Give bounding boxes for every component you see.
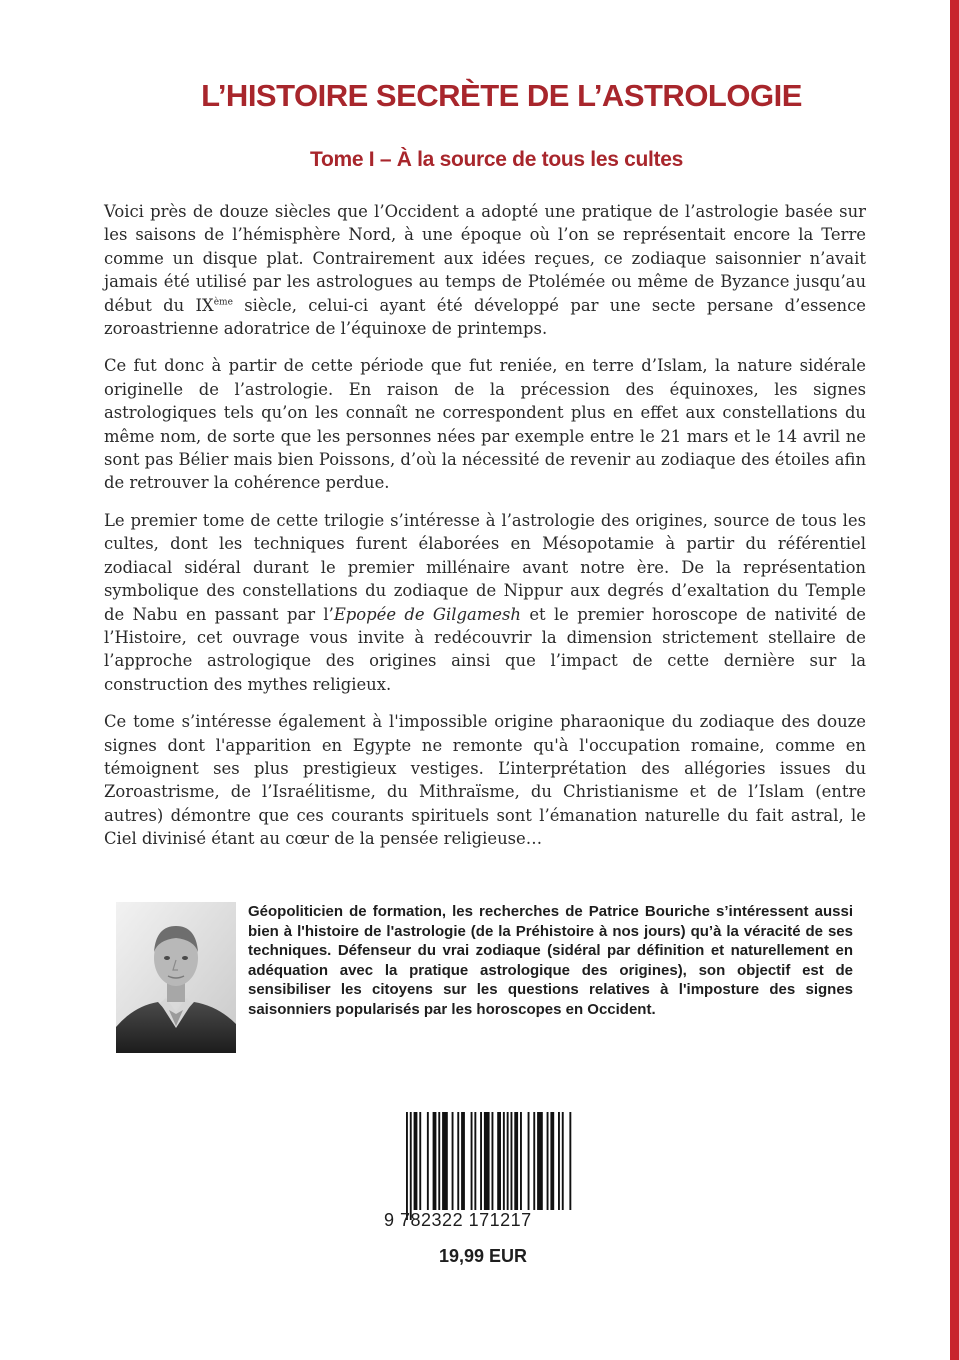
- barcode-bar: [427, 1112, 429, 1210]
- barcode-bar: [511, 1112, 513, 1210]
- paragraph-1: Voici près de douze siècles que l’Occident a adopté une pratique de l’astrologie basée sur les saisons de l’hémisphère Nord, à une époque où l’on se représentait encore la Terre comme un disque plat. Contrairement aux idées reçues, ce zodiaque saisonnier n’avait jamais été utilisé par les astrologues au temps de Ptolémée ou même de Byzance jusqu’au début du IXème siècle, celui-ci ayant été développé par une secte persane d’essence zoroastrienne adoratrice de l’équinoxe de printemps.: [104, 202, 866, 339]
- barcode-bar: [507, 1112, 509, 1210]
- author-bio: Géopoliticien de formation, les recherches de Patrice Bouriche s’intéressent aussi bien à l'histoire de l'astrologie (de la Préhistoire à nos jours) qu’à la véracité de ses techniques. Défenseur du vrai zodiaque (sidéral par définition et naturellement en adéquation avec la pratique astrologique des origines), son objectif est de sensibiliser les citoyens sur les questions relatives à l'imposture des signes saisonniers popularisés par les horoscopes en Occident.: [248, 903, 853, 1018]
- barcode-bar: [520, 1112, 522, 1210]
- barcode-bar: [569, 1112, 571, 1210]
- price-label: 19,99 EUR: [439, 1246, 528, 1266]
- barcode-bar: [471, 1112, 473, 1210]
- barcode-bar: [457, 1112, 459, 1210]
- barcode-bar: [550, 1112, 554, 1210]
- barcode-bar: [537, 1112, 543, 1210]
- barcode-bar: [497, 1112, 501, 1210]
- barcode-bar: [558, 1112, 560, 1210]
- book-subtitle: Tome I – À la source de tous les cultes: [309, 148, 684, 171]
- barcode-bar: [419, 1112, 421, 1210]
- barcode-bar: [433, 1112, 437, 1210]
- barcode-bar: [406, 1112, 408, 1220]
- barcode-bar: [492, 1112, 494, 1210]
- barcode-bar: [438, 1112, 440, 1210]
- barcode-bar: [484, 1112, 490, 1210]
- barcode-bar: [442, 1112, 448, 1210]
- barcode-bar: [461, 1112, 465, 1210]
- barcode-bar: [528, 1112, 530, 1210]
- barcode-bar: [474, 1112, 476, 1210]
- book-reference-gilgamesh: Epopée de Gilgamesh: [333, 604, 521, 624]
- barcode-bar: [547, 1112, 549, 1210]
- paragraph-4: Ce tome s’intéresse également à l'impossible origine pharaonique du zodiaque des douze signes dont l'apparition en Egypte ne remonte qu'à l'occupation romaine, comme en témoignent ses plus prestigieux vestiges. L’interprétation des allégories issues du Zoroastrisme, de l’Israélitisme, du Mithraïsme, du Christianisme et de l’Islam (entre autres) démontre que ces courants spirituels sont l’émanation naturelle du fait astral, le Ciel divinisé étant au cœur de la pensée religieuse…: [104, 712, 866, 849]
- barcode-bar: [533, 1112, 535, 1210]
- paragraph-2: Ce fut donc à partir de cette période que fut reniée, en terre d’Islam, la nature sidérale originelle de l’astrologie. En raison de la précession des équinoxes, les signes astrologiques tels qu’on les connaît ne correspondent plus en effet aux constellations du même nom, de sorte que les personnes nées par exemple entre le 21 mars et le 14 avril ne sont pas Bélier mais bien Poissons, d’où la nécessité de revenir au zodiaque des étoiles afin de retrouver la cohérence perdue.: [104, 356, 866, 493]
- red-edge-bar: [950, 0, 959, 1360]
- barcode-bar: [410, 1112, 412, 1220]
- paragraph-3: Le premier tome de cette trilogie s’intéresse à l’astrologie des origines, source de tous les cultes, dont les techniques furent élaborées en Mésopotamie à partir du référentiel zodiacal sidéral durant le premier millénaire avant notre ère. De la représentation symbolique des constellations du zodiaque de Nippur aux degrés d’exaltation du Temple de Nabu en passant par l’Epopée de Gilgamesh et le premier horoscope de nativité de l’Histoire, cet ouvrage vous invite à redécouvrir la dimension strictement stellaire de l’approche astrologique des origines ainsi que l’impact de cette dernière sur la construction des mythes religieux.: [104, 510, 867, 694]
- barcode-bar: [414, 1112, 418, 1210]
- book-title: L’HISTOIRE SECRÈTE DE L’ASTROLOGIE: [201, 78, 802, 113]
- barcode-bar: [503, 1112, 505, 1210]
- isbn-number: 9 782322 171217: [384, 1210, 532, 1230]
- barcode-bar: [452, 1112, 454, 1210]
- back-cover-text: [104, 200, 866, 865]
- barcode-bar: [514, 1112, 518, 1210]
- author-photo: [116, 902, 236, 1053]
- barcode-bar: [562, 1112, 564, 1210]
- barcode-bar: [480, 1112, 482, 1210]
